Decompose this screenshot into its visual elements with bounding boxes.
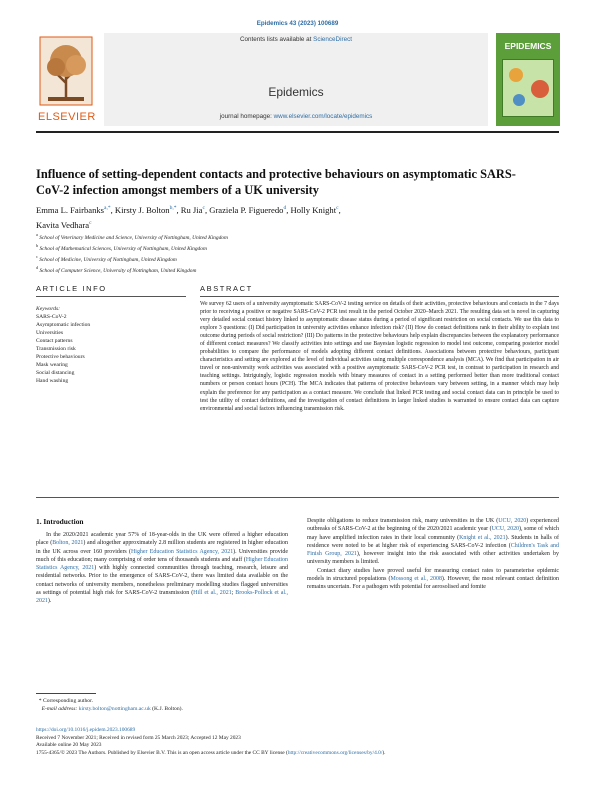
footnote-rule: [36, 693, 96, 694]
citation-link[interactable]: Brooks-Pollock et al., 2021: [36, 589, 288, 604]
keyword: Contact patterns: [36, 338, 73, 344]
keywords-list: [36, 305, 186, 385]
keyword: Universities: [36, 330, 64, 336]
citation-link[interactable]: Mossong et al., 2008: [390, 575, 442, 582]
citation-link[interactable]: Higher Education Statistics Agency, 2021: [36, 556, 288, 571]
citation-link[interactable]: UCU, 2020: [498, 518, 527, 524]
intro-right-column: [307, 517, 559, 591]
keyword: Hand washing: [36, 378, 69, 384]
received-dates: Received 7 November 2021; Received in revised form 25 March 2023; Accepted 12 May 2023: [36, 734, 241, 741]
keywords-label: Keywords:: [36, 306, 61, 312]
journal-reference[interactable]: Epidemics 43 (2023) 100689: [256, 20, 339, 27]
author[interactable]: Holly Knight$^c$: [290, 204, 339, 215]
affiliation: $^d$ School of Computer Science, University of Nottingham, United Kingdom: [36, 265, 197, 274]
license-line: 1755-4365/© 2023 The Authors. Published by Elsevier B.V. This is an open access article under the CC BY license (http://creativecommons.org/licenses/by/4.0/).: [36, 749, 386, 756]
doi-link[interactable]: https://doi.org/10.1016/j.epidem.2023.100689: [36, 727, 136, 733]
author-list: Emma L. Fairbanks$^{a,*}$, Kirsty J. Bolton$^{b,*}$, Ru Jia$^c$, Graziela P. Figueredo$^d$, Holly Knight$^c$, Kavita Vedhara$^c$: [36, 204, 341, 230]
article-info-heading: ARTICLE INFO: [36, 284, 107, 293]
citation-link[interactable]: Children's Task and Finish Group, 2021: [307, 542, 559, 557]
keyword: Mask wearing: [36, 362, 68, 368]
masthead-info-box: [104, 33, 488, 126]
keyword: Asymptomatic infection: [36, 322, 91, 328]
keyword: Social distancing: [36, 370, 75, 376]
affiliations: [36, 231, 556, 275]
keyword: Protective behaviours: [36, 354, 85, 360]
homepage-link[interactable]: www.elsevier.com/locate/epidemics: [273, 113, 373, 120]
journal-cover: [496, 33, 560, 126]
abstract-text: We survey 62 users of a university asymptomatic SARS-CoV-2 testing service on details of their activities, protective behaviours and contacts in the 7 days prior to receiving a positive or negative SARS-CoV-2 PCR test result in the period October 2020–March 2021. The resulting data set is novel in capturing very detailed social contact history linked to asymptomatic disease status during a period of significant restriction on social contacts. We use this data to explore 3 questions: (I) Did participation in university activities enhance infection risk? (II) How do contact definitions rank in their ability to explain test outcome during periods of social restriction? (III) Do patterns in the protective behaviours help explain discrepancies between the explanatory performance of different contact measures? We classify activities into settings and use Bayesian logistic regression to model test outcome, comparing posterior model probabilities to compare the performance of models adopting different contact definitions. Associations between protective behaviours, participant characteristics and setting are explored at the level of individual activities using multiple correspondence analysis (MCA). We find that participation in air travel or non-university work activities was associated with a positive asymptomatic SARS-CoV-2 PCR test, in contrast to participation in research and teaching settings. Intriguingly, logistic regression models with binary measures of contact in a setting performed better than more traditional contact numbers or person contact hours (PCH). The MCA indicates that patterns of protective behaviours vary between setting, in a manner which may help explain the preference for any participation as a contact measure. We conclude that linked PCR testing and social contact data can in principle be used to test the utility of contact definitions, and the investigation of contact definitions in larger linked studies is warranted to ensure contact data can capture environmental and social factors influencing transmission risk.: [200, 301, 559, 412]
citation-link[interactable]: UCU, 2020: [491, 526, 520, 533]
author[interactable]: Kirsty J. Bolton$^{b,*}$: [114, 204, 177, 215]
affiliation: $^c$ School of Medicine, University of Nottingham, United Kingdom: [36, 254, 177, 263]
affiliation: $^a$ School of Veterinary Medicine and Science, University of Nottingham, United Kingdom: [36, 232, 228, 241]
author[interactable]: Graziela P. Figueredo$^d$: [209, 204, 287, 215]
homepage-prefix: journal homepage:: [219, 113, 274, 120]
intro-left-column: In the 2020/2021 academic year 57% of 18-year-olds in the UK were offered a higher education place (Bolton, 2021) and altogether approximately 2.8 million students are registered in higher education in the UK across over 160 providers (Higher Education Statistics Agency, 2021). Universities provide much of this education; many comprising of order tens of thousands students and staff (Higher Education Statistics Agency, 2021) with highly connected communities through teaching, research, leisure and residential networks. Prior to the emergence of SARS-CoV-2, there was limited data available on the contact networks of university members, nonetheless preliminary modelling studies flagged universities as settings of potential high risk for SARS-CoV-2 transmission (Hill et al., 2021; Brooks-Pollock et al., 2021).: [36, 532, 288, 604]
section-heading-introduction: 1. Introduction: [36, 517, 84, 526]
article-title: Influence of setting-dependent contacts and protective behaviours on asymptomatic SARS-CoV-2 infection amongst members of a UK university: [36, 167, 516, 197]
sciencedirect-link[interactable]: ScienceDirect: [313, 36, 352, 43]
elsevier-tree-logo: [36, 33, 96, 123]
paragraph: Despite obligations to reduce transmission risk, many universities in the UK (UCU, 2020) experienced outbreaks of SARS-CoV-2 at the beginning of the 2020/2021 academic year (UCU, 2020), some of which may have amplified infection rates in their local community (Knight et al., 2021). Students in halls of residence were noted to be at higher risk of experiencing SARS-CoV-2 infection (Children's Task and Finish Group, 2021), however insight into the risk associated with other activities undertaken by university members is limited.: [307, 518, 560, 566]
masthead-rule: [36, 131, 559, 133]
doi-block: [36, 727, 559, 757]
corresponding-author-note: * Corresponding author.: [36, 698, 94, 704]
citation-link[interactable]: Knight et al., 2021: [459, 534, 506, 541]
email-note: E-mail address: kirsty.bolton@nottingham.ac.uk (K.J. Bolton).: [41, 706, 183, 712]
contents-prefix: Contents lists available at: [239, 36, 314, 43]
keyword: Transmission risk: [36, 346, 76, 352]
footnotes: [36, 697, 556, 713]
author[interactable]: Emma L. Fairbanks$^{a,*}$: [36, 204, 111, 215]
contents-line: [104, 36, 488, 43]
affiliation: $^b$ School of Mathematical Sciences, University of Nottingham, United Kingdom: [36, 243, 207, 252]
email-link[interactable]: kirsty.bolton@nottingham.ac.uk: [78, 706, 151, 712]
available-online: Available online 20 May 2023: [36, 742, 102, 749]
citation-link[interactable]: Bolton, 2021: [52, 540, 84, 547]
abstract-heading: ABSTRACT: [200, 284, 253, 293]
paragraph: Contact diary studies have proved useful for measuring contact rates to parameterise epidemic models in structured populations (Mossong et al., 2008). However, the most relevant contact definition remains uncertain. For a pathogen with potential for aerosolised and fomite: [307, 567, 559, 590]
abstract-bottom-rule: [36, 497, 559, 498]
license-link[interactable]: http://creativecommons.org/licenses/by/4.0/: [287, 749, 383, 756]
homepage-line: [104, 113, 488, 120]
masthead: [36, 33, 559, 129]
publisher-name: ELSEVIER: [38, 111, 96, 123]
cover-image: [502, 59, 554, 117]
abstract-rule: [200, 296, 559, 297]
citation-link[interactable]: Hill et al., 2021: [193, 589, 232, 596]
journal-name: Epidemics: [268, 85, 324, 99]
author[interactable]: Ru Jia$^c$: [180, 204, 205, 215]
article-info-rule: [36, 296, 186, 297]
keyword: SARS-CoV-2: [36, 314, 67, 320]
cover-title: EPIDEMICS: [504, 41, 552, 51]
citation-link[interactable]: Higher Education Statistics Agency, 2021: [131, 548, 234, 555]
author[interactable]: Kavita Vedhara$^c$: [36, 219, 92, 230]
